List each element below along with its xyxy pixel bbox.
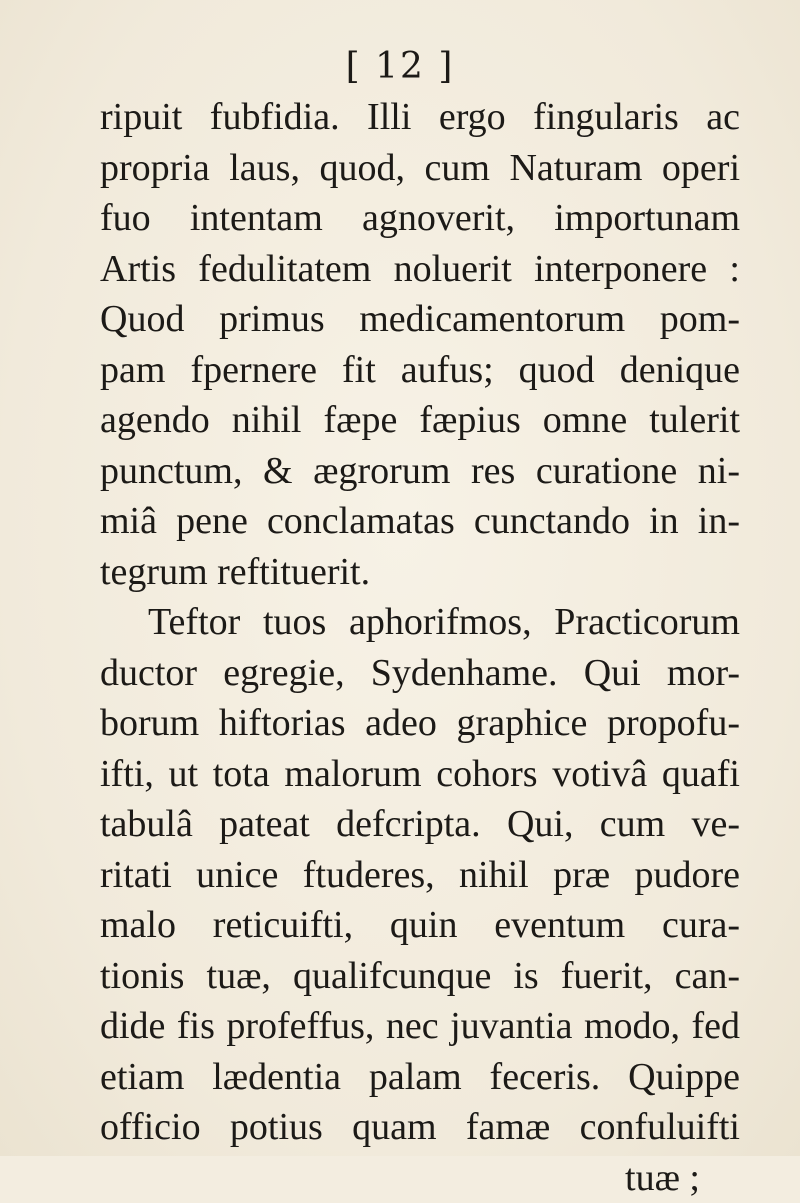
text-line: fuo intentam agnoverit, importunam xyxy=(100,193,740,244)
text-line: ripuit fubfidia. Illi ergo fingularis ac xyxy=(100,92,740,143)
text-line: officio potius quam famæ confuluifti xyxy=(100,1102,740,1153)
catchword: tuæ ; xyxy=(100,1153,740,1203)
text-line: propria laus, quod, cum Naturam operi xyxy=(100,143,740,194)
text-line: pam fpernere fit aufus; quod denique xyxy=(100,345,740,396)
text-line: Artis fedulitatem noluerit interponere : xyxy=(100,244,740,295)
text-line: tabulâ pateat defcripta. Qui, cum ve- xyxy=(100,799,740,850)
text-line: borum hiftorias adeo graphice propofu- xyxy=(100,698,740,749)
text-line: tionis tuæ, qualifcunque is fuerit, can- xyxy=(100,951,740,1002)
text-line: dide fis profeffus, nec juvantia modo, fed xyxy=(100,1001,740,1052)
text-line: tegrum reftituerit. xyxy=(100,547,740,598)
body-text xyxy=(100,92,740,1203)
text-line: punctum, & ægrorum res curatione ni- xyxy=(100,446,740,497)
text-line: etiam lædentia palam feceris. Quippe xyxy=(100,1052,740,1103)
text-line: miâ pene conclamatas cunctando in in- xyxy=(100,496,740,547)
text-line: ductor egregie, Sydenhame. Qui mor- xyxy=(100,648,740,699)
text-line: Teftor tuos aphorifmos, Practicorum xyxy=(100,597,740,648)
page-number-header: [ 12 ] xyxy=(0,46,800,87)
text-line: agendo nihil fæpe fæpius omne tulerit xyxy=(100,395,740,446)
text-line: malo reticuifti, quin eventum cura- xyxy=(100,900,740,951)
text-line: Quod primus medicamentorum pom- xyxy=(100,294,740,345)
text-line: ritati unice ftuderes, nihil præ pudore xyxy=(100,850,740,901)
text-line: ifti, ut tota malorum cohors votivâ quafi xyxy=(100,749,740,800)
